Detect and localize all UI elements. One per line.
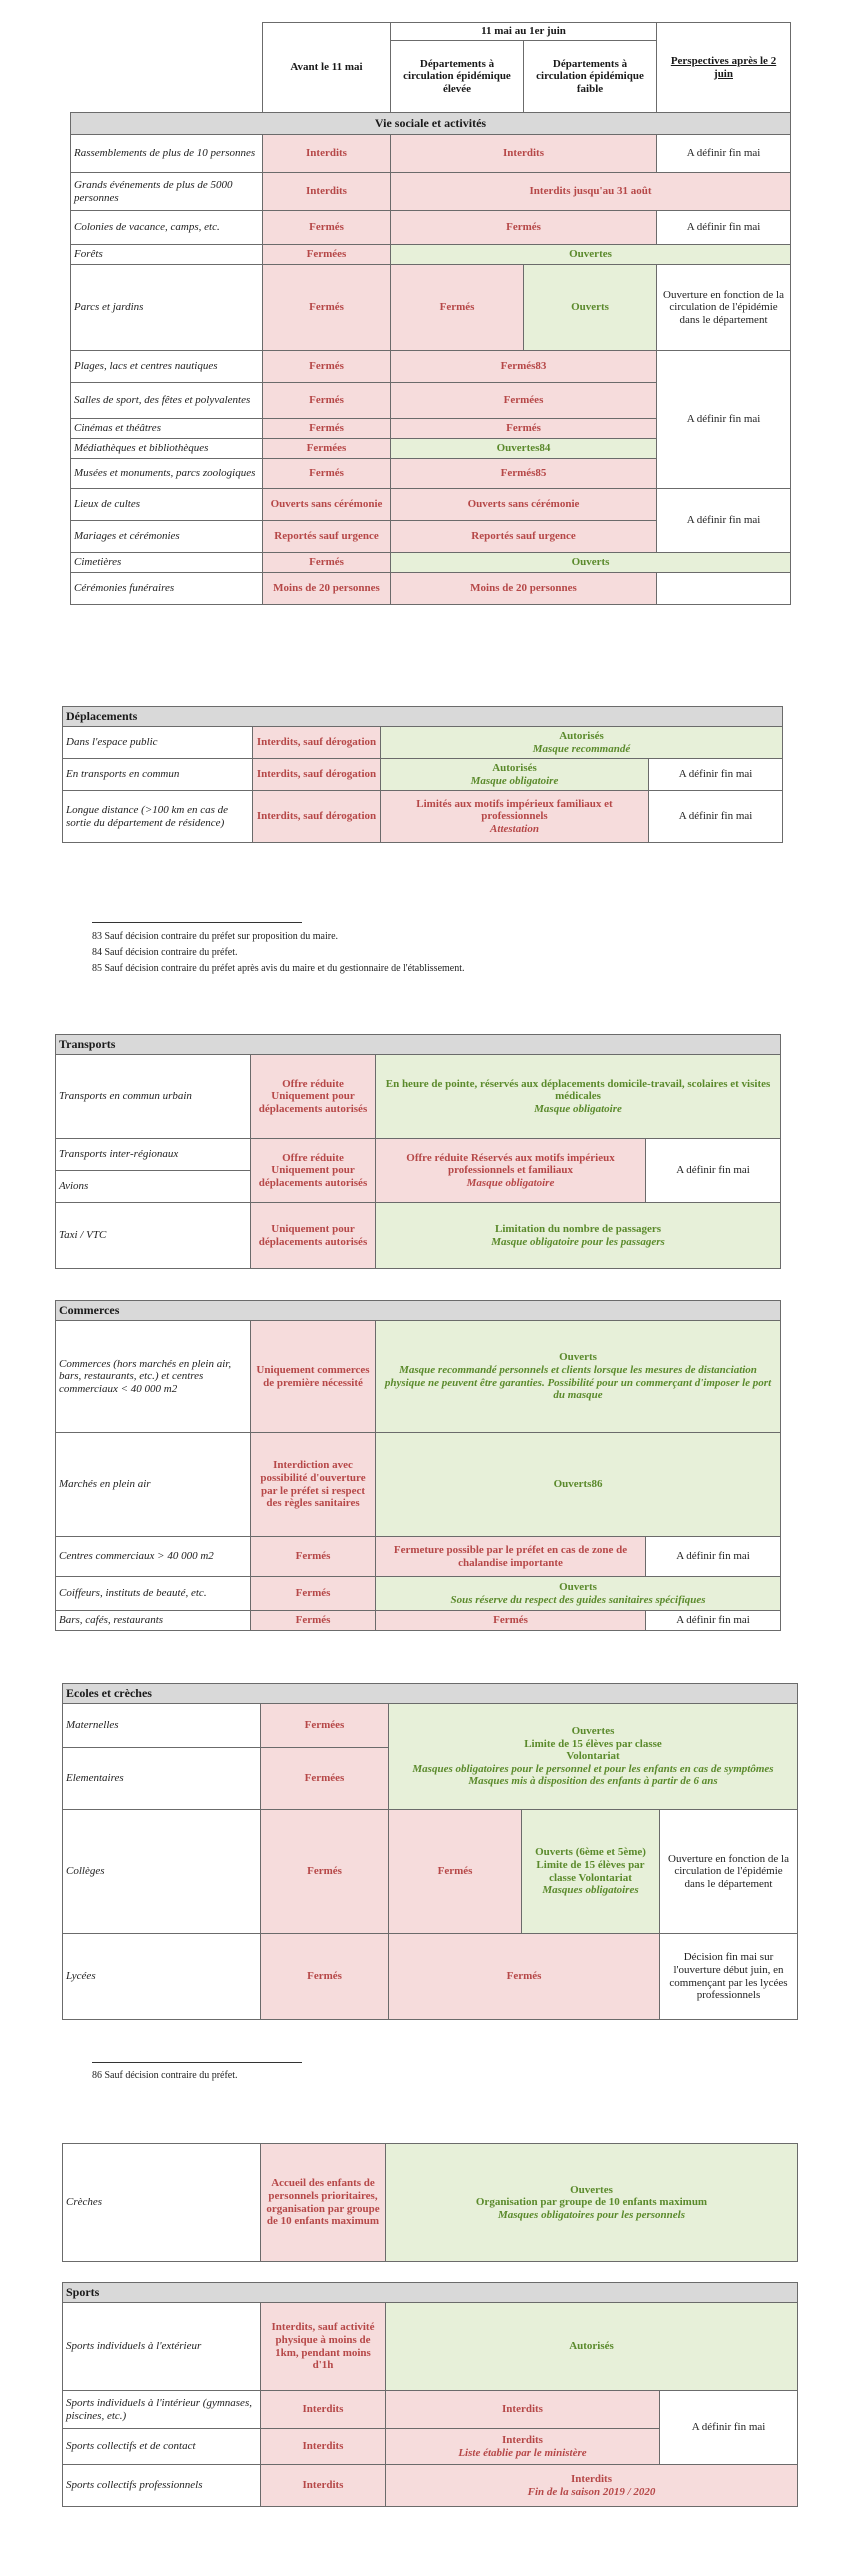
cell-after: A définir fin mai xyxy=(649,759,783,791)
cell-mid-sub: Masque obligatoire pour les passagers xyxy=(491,1235,665,1248)
cell-mid: Ouverts sans cérémonie xyxy=(391,489,657,521)
cell-before: Fermés xyxy=(251,1577,376,1611)
cell-mid-main: Ouverts xyxy=(559,1580,597,1593)
row-label: Sports individuels à l'extérieur xyxy=(63,2303,261,2391)
cell-mid: Fermeture possible par le préfet en cas de zone de chalandise importante xyxy=(376,1537,646,1577)
cell-before: Interdiction avec possibilité d'ouverture par le préfet si respect des règles sanitaires xyxy=(251,1433,376,1537)
row-label: Commerces (hors marchés en plein air, bars, restaurants, etc.) et centres commerciaux < 40 000 m2 xyxy=(56,1321,251,1433)
cell-before: Fermées xyxy=(263,245,391,265)
cell-mid: Fermées xyxy=(391,383,657,419)
cell-mid-sub: Sous réserve du respect des guides sanitaires spécifiques xyxy=(450,1593,706,1606)
cell-mid xyxy=(376,1055,781,1139)
cell-after: Ouverture en fonction de la circulation de l'épidémie dans le département xyxy=(657,265,791,351)
cell-mid-2: Organisation par groupe de 10 enfants maximum xyxy=(475,2196,708,2209)
cell-before: Interdits xyxy=(261,2465,386,2507)
cell-after: A définir fin mai xyxy=(646,1139,781,1203)
creches-table xyxy=(62,2143,798,2262)
cell-mid xyxy=(386,2465,798,2507)
cell-mid-sub2: Masques mis à disposition des enfants à partir de 6 ans xyxy=(468,1775,718,1788)
row-label: Médiathèques et bibliothèques xyxy=(71,439,263,459)
cell-before: Moins de 20 personnes xyxy=(263,573,391,605)
cell-mid: Interdits jusqu'au 31 août xyxy=(391,173,791,211)
cell-before: Interdits xyxy=(261,2429,386,2465)
cell-before: Fermés xyxy=(263,459,391,489)
cell-before: Reportés sauf urgence xyxy=(263,521,391,553)
row-label: Transports en commun urbain xyxy=(56,1055,251,1139)
row-label: Maternelles xyxy=(63,1704,261,1748)
cell-before: Interdits, sauf dérogation xyxy=(253,727,381,759)
cell-mid xyxy=(389,1704,798,1810)
row-label: Cinémas et théâtres xyxy=(71,419,263,439)
cell-after: A définir fin mai xyxy=(660,2391,798,2465)
cell-before: Fermés xyxy=(263,383,391,419)
cell-mid-main: Limités aux motifs impérieux familiaux et professionnels xyxy=(416,797,613,823)
footnote-84: 84 Sauf décision contraire du préfet. xyxy=(92,947,238,958)
row-label: Longue distance (>100 km en cas de sortie du département de résidence) xyxy=(63,791,253,843)
row-label: Dans l'espace public xyxy=(63,727,253,759)
cell-mid-main: Autorisés xyxy=(559,729,604,742)
cell-low: Ouverts xyxy=(524,265,657,351)
cell-mid: Ouvertes84 xyxy=(391,439,657,459)
period-header: 11 mai au 1er juin xyxy=(391,23,657,41)
row-label: Musées et monuments, parcs zoologiques xyxy=(71,459,263,489)
row-label: Taxi / VTC xyxy=(56,1203,251,1269)
cell-before: Fermés xyxy=(263,419,391,439)
cell-before: Fermés xyxy=(263,351,391,383)
cell-before: Interdits xyxy=(261,2391,386,2429)
cell-before: Fermés xyxy=(263,265,391,351)
cell-mid-main: Interdits xyxy=(502,2433,543,2446)
cell-before: Accueil des enfants de personnels prioritaires, organisation par groupe de 10 enfants maximum xyxy=(261,2144,386,2262)
col-low-header: Départements à circulation épidémique faible xyxy=(524,41,657,113)
vie-sociale-table xyxy=(70,22,791,605)
row-label: Cimetières xyxy=(71,553,263,573)
cell-after: A définir fin mai xyxy=(657,351,791,489)
col-before-header: Avant le 11 mai xyxy=(263,23,391,113)
cell-mid-volontariat: Volontariat xyxy=(566,1750,620,1763)
cell-mid-sub: Fin de la saison 2019 / 2020 xyxy=(527,2485,656,2498)
transports-table xyxy=(55,1034,781,1269)
cell-after: A définir fin mai xyxy=(657,489,791,553)
cell-after: A définir fin mai xyxy=(657,135,791,173)
cell-mid-limit: Limite de 15 élèves par classe xyxy=(524,1737,662,1750)
cell-before: Interdits, sauf dérogation xyxy=(253,791,381,843)
cell-high: Fermés xyxy=(389,1810,522,1934)
cell-before: Offre réduite Uniquement pour déplacements autorisés xyxy=(251,1055,376,1139)
row-label: Sports collectifs et de contact xyxy=(63,2429,261,2465)
row-label: Centres commerciaux > 40 000 m2 xyxy=(56,1537,251,1577)
cell-mid: Interdits xyxy=(391,135,657,173)
section-title-deplacements: Déplacements xyxy=(63,707,783,727)
cell-mid-sub: Masque obligatoire xyxy=(466,1176,555,1189)
row-label: Parcs et jardins xyxy=(71,265,263,351)
cell-mid: Interdits xyxy=(386,2391,660,2429)
cell-mid: Autorisés xyxy=(386,2303,798,2391)
cell-mid xyxy=(381,759,649,791)
cell-before: Fermés xyxy=(261,1934,389,2020)
row-label: Avions xyxy=(56,1171,251,1203)
footnote-86: 86 Sauf décision contraire du préfet. xyxy=(92,2070,238,2081)
cell-after: A définir fin mai xyxy=(649,791,783,843)
cell-high: Fermés xyxy=(391,265,524,351)
cell-mid-main: Interdits xyxy=(571,2472,612,2485)
cell-mid: Fermés xyxy=(391,211,657,245)
cell-before: Fermés xyxy=(261,1810,389,1934)
cell-before: Fermées xyxy=(263,439,391,459)
row-label: Plages, lacs et centres nautiques xyxy=(71,351,263,383)
cell-before: Uniquement commerces de première nécessité xyxy=(251,1321,376,1433)
row-label: Bars, cafés, restaurants xyxy=(56,1611,251,1631)
cell-mid: Fermés85 xyxy=(391,459,657,489)
sports-table xyxy=(62,2282,798,2507)
cell-mid-main: Ouvertes xyxy=(570,2183,613,2196)
cell-before: Offre réduite Uniquement pour déplacements autorisés xyxy=(251,1139,376,1203)
cell-before: Fermés xyxy=(251,1537,376,1577)
section-title-ecoles: Ecoles et crèches xyxy=(63,1684,798,1704)
cell-mid xyxy=(376,1203,781,1269)
cell-mid-sub: Masques obligatoires pour les personnels xyxy=(497,2208,686,2221)
cell-after: Décision fin mai sur l'ouverture début juin, en commençant par les lycées professionnels xyxy=(660,1934,798,2020)
section-title-commerces: Commerces xyxy=(56,1301,781,1321)
cell-mid: Ouverts86 xyxy=(376,1433,781,1537)
cell-mid-main: Ouvertes xyxy=(571,1724,615,1737)
row-label: Sports individuels à l'intérieur (gymnases, piscines, etc.) xyxy=(63,2391,261,2429)
col-after-header: Perspectives après le 2 juin xyxy=(657,23,791,113)
cell-after: A définir fin mai xyxy=(646,1537,781,1577)
row-label: Rassemblements de plus de 10 personnes xyxy=(71,135,263,173)
cell-low-main: Ouverts (6ème et 5ème) Limite de 15 élèves par classe Volontariat xyxy=(535,1846,646,1884)
row-label: Lycées xyxy=(63,1934,261,2020)
cell-mid-main: Limitation du nombre de passagers xyxy=(494,1222,662,1235)
cell-before: Interdits, sauf activité physique à moins de 1km, pendant moins d'1h xyxy=(261,2303,386,2391)
cell-mid xyxy=(386,2429,660,2465)
row-label: Collèges xyxy=(63,1810,261,1934)
cell-mid: Fermés xyxy=(389,1934,660,2020)
row-label: Salles de sport, des fêtes et polyvalentes xyxy=(71,383,263,419)
cell-before: Fermés xyxy=(263,211,391,245)
deplacements-table xyxy=(62,706,783,843)
col-high-header: Départements à circulation épidémique élevée xyxy=(391,41,524,113)
cell-mid-sub: Masques obligatoires pour le personnel et pour les enfants en cas de symptômes xyxy=(412,1762,774,1775)
row-label: Colonies de vacance, camps, etc. xyxy=(71,211,263,245)
cell-mid xyxy=(381,791,649,843)
cell-mid: Fermés xyxy=(376,1611,646,1631)
cell-mid-main: Ouverts xyxy=(559,1351,597,1364)
section-title-vie-sociale: Vie sociale et activités xyxy=(71,113,791,135)
footnote-85: 85 Sauf décision contraire du préfet après avis du maire et du gestionnaire de l'établissement. xyxy=(92,963,465,974)
cell-after-empty xyxy=(657,573,791,605)
row-label: Cérémonies funéraires xyxy=(71,573,263,605)
cell-mid-main: Offre réduite Réservés aux motifs impérieux professionnels et familiaux xyxy=(406,1151,615,1177)
cell-low xyxy=(522,1810,660,1934)
cell-mid: Ouverts xyxy=(391,553,791,573)
cell-mid xyxy=(376,1321,781,1433)
row-label: En transports en commun xyxy=(63,759,253,791)
cell-after: A définir fin mai xyxy=(657,211,791,245)
row-label: Sports collectifs professionnels xyxy=(63,2465,261,2507)
cell-mid xyxy=(376,1577,781,1611)
cell-before: Uniquement pour déplacements autorisés xyxy=(251,1203,376,1269)
cell-after: A définir fin mai xyxy=(646,1611,781,1631)
cell-before: Interdits xyxy=(263,173,391,211)
cell-mid xyxy=(381,727,783,759)
cell-mid-sub: Masque recommandé xyxy=(532,742,631,755)
cell-before: Ouverts sans cérémonie xyxy=(263,489,391,521)
cell-mid-sub: Liste établie par le ministère xyxy=(458,2446,587,2459)
row-label: Marchés en plein air xyxy=(56,1433,251,1537)
cell-mid-sub: Masque obligatoire xyxy=(470,774,559,787)
cell-after: Ouverture en fonction de la circulation de l'épidémie dans le département xyxy=(660,1810,798,1934)
cell-before: Fermés xyxy=(251,1611,376,1631)
commerces-table xyxy=(55,1300,781,1631)
cell-mid-main: En heure de pointe, réservés aux déplacements domicile-travail, scolaires et visites médicales xyxy=(385,1077,771,1103)
cell-mid: Fermés xyxy=(391,419,657,439)
ecoles-table xyxy=(62,1683,798,2020)
footnote-83: 83 Sauf décision contraire du préfet sur proposition du maire. xyxy=(92,931,339,942)
row-label: Mariages et cérémonies xyxy=(71,521,263,553)
cell-before: Fermés xyxy=(263,553,391,573)
row-label: Lieux de cultes xyxy=(71,489,263,521)
row-label: Crèches xyxy=(63,2144,261,2262)
cell-before: Interdits xyxy=(263,135,391,173)
cell-mid-main: Autorisés xyxy=(492,761,537,774)
row-label: Grands événements de plus de 5000 personnes xyxy=(71,173,263,211)
cell-mid-sub: Attestation xyxy=(490,822,539,835)
footnote-rule xyxy=(92,2062,302,2063)
cell-mid: Ouvertes xyxy=(391,245,791,265)
section-title-transports: Transports xyxy=(56,1035,781,1055)
row-label: Forêts xyxy=(71,245,263,265)
cell-mid-sub: Masque recommandé personnels et clients lorsque les mesures de distanciation physique ne peuvent être garanties. Possibilité pour un commerçant d'imposer le port du masque xyxy=(384,1363,772,1402)
cell-mid xyxy=(376,1139,646,1203)
cell-mid: Reportés sauf urgence xyxy=(391,521,657,553)
cell-before: Fermées xyxy=(261,1704,389,1748)
cell-before: Fermées xyxy=(261,1748,389,1810)
row-label: Coiffeurs, instituts de beauté, etc. xyxy=(56,1577,251,1611)
cell-mid-sub: Masque obligatoire xyxy=(534,1102,622,1115)
section-title-sports: Sports xyxy=(63,2283,798,2303)
cell-low-sub: Masques obligatoires xyxy=(542,1884,639,1897)
footnote-rule xyxy=(92,922,302,923)
row-label: Transports inter-régionaux xyxy=(56,1139,251,1171)
cell-mid xyxy=(386,2144,798,2262)
cell-before: Interdits, sauf dérogation xyxy=(253,759,381,791)
cell-mid: Moins de 20 personnes xyxy=(391,573,657,605)
row-label: Elementaires xyxy=(63,1748,261,1810)
cell-mid: Fermés83 xyxy=(391,351,657,383)
